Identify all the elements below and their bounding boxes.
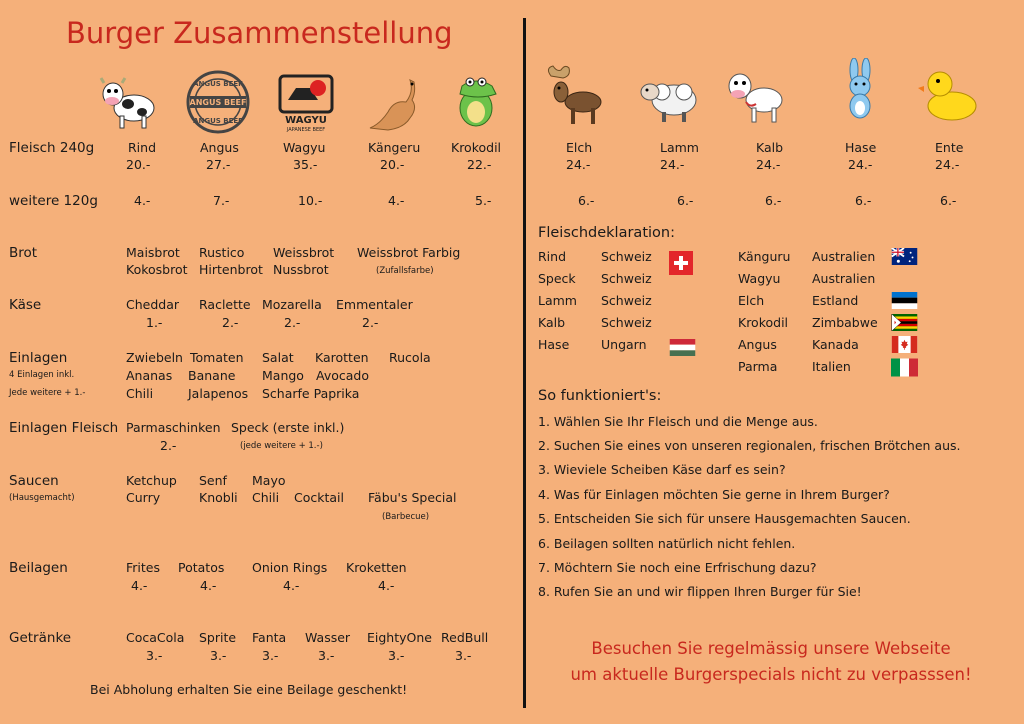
meat-price: 24.- [848, 157, 873, 172]
option-price: 3.- [455, 648, 472, 663]
meat-price: 20.- [126, 157, 151, 172]
meat-price: 24.- [935, 157, 960, 172]
option-item: Weissbrot [273, 245, 335, 260]
option-item: Curry [126, 490, 161, 505]
declaration-meat: Speck [538, 271, 576, 286]
declaration-origin: Italien [812, 359, 851, 374]
extra-meat-price: 4.- [388, 193, 405, 208]
option-item: RedBull [441, 630, 489, 645]
declaration-origin: Ungarn [601, 337, 647, 352]
option-item: Karotten [315, 350, 369, 365]
hungary-flag-icon [669, 339, 696, 356]
swiss-flag-icon [669, 251, 693, 275]
meat-name: Kängeru [368, 140, 421, 155]
kangaroo-icon [360, 70, 424, 134]
declaration-origin: Kanada [812, 337, 859, 352]
meat-name: Hase [845, 140, 877, 155]
meat-price: 24.- [566, 157, 591, 172]
italy-flag-icon [891, 358, 918, 377]
declaration-meat: Elch [738, 293, 765, 308]
option-price: 4.- [200, 578, 217, 593]
howto-step: 5. Entscheiden Sie sich für unsere Hausgemachten Saucen. [538, 511, 911, 526]
meat-name: Angus [200, 140, 239, 155]
section-label-brot: Brot [9, 245, 38, 261]
option-price: 2.- [362, 315, 379, 330]
option-item: Ketchup [126, 473, 177, 488]
meat-name: Wagyu [283, 140, 326, 155]
extra-meat-label: weitere 120g [9, 193, 98, 209]
einlagen-note: Jede weitere + 1.- [9, 388, 86, 398]
option-price: 2.- [160, 438, 177, 453]
option-item: Chili [252, 490, 280, 505]
australia-flag-icon [891, 248, 918, 265]
option-item: Knobli [199, 490, 238, 505]
declaration-meat: Kalb [538, 315, 566, 330]
declaration-origin: Zimbabwe [812, 315, 878, 330]
meat-price: 22.- [467, 157, 492, 172]
meat-price: 27.- [206, 157, 231, 172]
declaration-meat: Hase [538, 337, 570, 352]
meat-name: Rind [128, 140, 157, 155]
section-label-getraenke: Getränke [9, 630, 72, 646]
declaration-meat: Wagyu [738, 271, 781, 286]
option-price: 4.- [283, 578, 300, 593]
option-price: 3.- [146, 648, 163, 663]
declaration-meat: Känguru [738, 249, 791, 264]
wagyu-logo-name: WAGYU [285, 115, 327, 126]
section-label-saucen: Saucen [9, 473, 59, 489]
declaration-origin: Australien [812, 271, 876, 286]
option-item: Mozarella [262, 297, 322, 312]
option-item: Scharfe Paprika [262, 386, 360, 401]
pickup-note: Bei Abholung erhalten Sie eine Beilage geschenkt! [90, 682, 408, 697]
meat-price: 24.- [660, 157, 685, 172]
option-price: 1.- [146, 315, 163, 330]
extra-meat-price: 6.- [578, 193, 595, 208]
option-item: Avocado [316, 368, 369, 383]
wagyu-logo-sub: JAPANESE BEEF [286, 127, 326, 133]
option-price: 3.- [318, 648, 335, 663]
extra-meat-price: 6.- [677, 193, 694, 208]
howto-step: 7. Möchtern Sie noch eine Erfrischung dazu? [538, 560, 817, 575]
estonia-flag-icon [891, 292, 918, 309]
option-item: Frites [126, 560, 160, 575]
option-item: Kokosbrot [126, 262, 188, 277]
duck-icon [916, 62, 980, 126]
meat-name: Elch [566, 140, 593, 155]
section-label-einlagen-fleisch: Einlagen Fleisch [9, 420, 119, 436]
option-item: Potatos [178, 560, 225, 575]
extra-meat-price: 6.- [765, 193, 782, 208]
option-item: Mayo [252, 473, 286, 488]
extra-meat-price: 4.- [134, 193, 151, 208]
meat-price: 35.- [293, 157, 318, 172]
declaration-origin: Schweiz [601, 315, 652, 330]
meat-name: Krokodil [451, 140, 502, 155]
declaration-meat: Parma [738, 359, 778, 374]
meat-label: Fleisch 240g [9, 140, 95, 156]
option-item: Salat [262, 350, 294, 365]
einlagen-note: 4 Einlagen inkl. [9, 370, 75, 380]
option-item: Jalapenos [188, 386, 249, 401]
extra-meat-price: 5.- [475, 193, 492, 208]
option-item: Ananas [126, 368, 173, 383]
calf-icon [724, 62, 788, 126]
option-note: (jede weitere + 1.-) [240, 441, 323, 451]
option-item: Senf [199, 473, 227, 488]
declaration-origin: Schweiz [601, 293, 652, 308]
angus-badge-top-text: ANGUS BEEF [193, 80, 243, 88]
promo-line-2: um aktuelle Burgerspecials nicht zu verpasssen! [570, 665, 972, 684]
option-item: Raclette [199, 297, 251, 312]
option-note: (Zufallsfarbe) [376, 266, 434, 276]
meat-name: Lamm [660, 140, 699, 155]
option-item: Kroketten [346, 560, 407, 575]
declaration-meat: Krokodil [738, 315, 789, 330]
option-item: Cheddar [126, 297, 180, 312]
declaration-origin: Schweiz [601, 271, 652, 286]
column-divider [523, 18, 526, 708]
option-item: Nussbrot [273, 262, 329, 277]
option-price: 2.- [284, 315, 301, 330]
declaration-origin: Australien [812, 249, 876, 264]
page-title: Burger Zusammenstellung [66, 16, 453, 50]
zimbabwe-flag-icon [891, 314, 918, 331]
option-item: Wasser [305, 630, 351, 645]
option-item: Parmaschinken [126, 420, 221, 435]
extra-meat-price: 7.- [213, 193, 230, 208]
option-item: Mango [262, 368, 304, 383]
option-price: 3.- [262, 648, 279, 663]
howto-step: 2. Suchen Sie eines von unseren regionalen, frischen Brötchen aus. [538, 438, 961, 453]
wagyu-logo [274, 70, 338, 134]
option-item: Fäbu's Special [368, 490, 457, 505]
extra-meat-price: 6.- [855, 193, 872, 208]
meat-price: 24.- [756, 157, 781, 172]
section-label-kaese: Käse [9, 297, 42, 313]
option-item: Cocktail [294, 490, 344, 505]
meat-price: 20.- [380, 157, 405, 172]
howto-step: 3. Wieviele Scheiben Käse darf es sein? [538, 462, 786, 477]
option-item: Chili [126, 386, 154, 401]
moose-icon [545, 62, 609, 126]
option-item: Rustico [199, 245, 245, 260]
angus-badge-bottom-text: ANGUS BEEF [193, 117, 243, 125]
declaration-origin: Estland [812, 293, 859, 308]
declaration-meat: Angus [738, 337, 777, 352]
option-item: Tomaten [190, 350, 244, 365]
option-item: Onion Rings [252, 560, 328, 575]
angus-badge-mid-text: ANGUS BEEF [189, 98, 247, 107]
angus-beef-badge [186, 70, 250, 134]
cow-icon [98, 70, 162, 134]
rabbit-icon [830, 58, 894, 122]
promo-line-1: Besuchen Sie regelmässig unsere Webseite [591, 639, 951, 658]
sheep-icon [636, 62, 700, 126]
howto-title: So funktioniert's: [538, 388, 662, 404]
howto-step: 8. Rufen Sie an und wir flippen Ihren Burger für Sie! [538, 584, 862, 599]
canada-flag-icon [891, 336, 918, 353]
saucen-note: (Hausgemacht) [9, 493, 75, 503]
option-item: Emmentaler [336, 297, 413, 312]
option-item: Speck (erste inkl.) [231, 420, 345, 435]
meat-name: Ente [935, 140, 964, 155]
declaration-meat: Rind [538, 249, 567, 264]
declaration-meat: Lamm [538, 293, 577, 308]
section-label-beilagen: Beilagen [9, 560, 68, 576]
option-price: 4.- [378, 578, 395, 593]
declaration-origin: Schweiz [601, 249, 652, 264]
option-item: Hirtenbrot [199, 262, 263, 277]
option-item: Weissbrot Farbig [357, 245, 461, 260]
option-note: (Barbecue) [382, 512, 430, 522]
option-item: EightyOne [367, 630, 432, 645]
option-item: Rucola [389, 350, 431, 365]
option-price: 3.- [210, 648, 227, 663]
howto-step: 4. Was für Einlagen möchten Sie gerne in Ihrem Burger? [538, 487, 890, 502]
option-item: Maisbrot [126, 245, 180, 260]
meat-name: Kalb [756, 140, 784, 155]
option-item: Sprite [199, 630, 237, 645]
option-price: 2.- [222, 315, 239, 330]
option-price: 4.- [131, 578, 148, 593]
option-item: Banane [188, 368, 236, 383]
option-item: Zwiebeln [126, 350, 183, 365]
option-item: CocaCola [126, 630, 185, 645]
option-item: Fanta [252, 630, 287, 645]
declaration-title: Fleischdeklaration: [538, 225, 675, 241]
howto-step: 6. Beilagen sollten natürlich nicht fehlen. [538, 536, 796, 551]
extra-meat-price: 10.- [298, 193, 323, 208]
howto-step: 1. Wählen Sie Ihr Fleisch und die Menge aus. [538, 414, 818, 429]
crocodile-icon [442, 68, 506, 132]
section-label-einlagen: Einlagen [9, 350, 68, 366]
extra-meat-price: 6.- [940, 193, 957, 208]
option-price: 3.- [388, 648, 405, 663]
